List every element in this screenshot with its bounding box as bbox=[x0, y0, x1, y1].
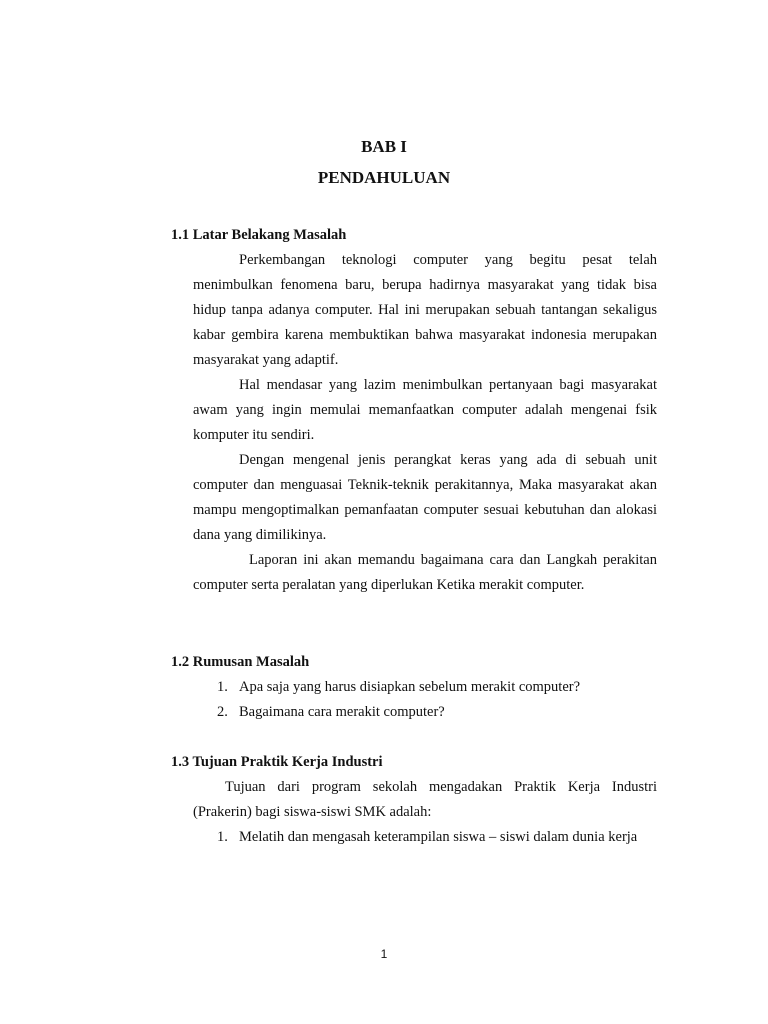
list-item-text: Apa saja yang harus disiapkan sebelum merakit computer? bbox=[239, 679, 581, 695]
list-item-number: 2. bbox=[217, 704, 228, 720]
section-heading-1-1: 1.1 Latar Belakang Masalah bbox=[171, 227, 347, 243]
list-item bbox=[193, 700, 657, 725]
list-item bbox=[193, 675, 657, 700]
section-heading-1-3: 1.3 Tujuan Praktik Kerja Industri bbox=[171, 754, 383, 770]
paragraph: Hal mendasar yang lazim menimbulkan pertanyaan bagi masyarakat awam yang ingin memulai memanfaatkan computer adalah mengenai fsik komputer itu sendiri. bbox=[193, 377, 657, 443]
list-item bbox=[193, 825, 657, 850]
section-heading-1-2: 1.2 Rumusan Masalah bbox=[171, 654, 310, 670]
paragraph: Dengan mengenal jenis perangkat keras yang ada di sebuah unit computer dan menguasai Teknik-teknik perakitannya, Maka masyarakat akan mampu mengoptimalkan pemanfaatan computer sesuai kebutuhan dan alokasi dana yang dimilikinya. bbox=[193, 452, 657, 543]
list-item-number: 1. bbox=[217, 679, 228, 695]
paragraph: Perkembangan teknologi computer yang begitu pesat telah menimbulkan fenomena baru, berupa hadirnya masyarakat yang tidak bisa hidup tanpa adanya computer. Hal ini merupakan sebuah tantangan sekaligus kabar gembira karena membuktikan bahwa masyarakat indonesia merupakan masyarakat yang adaptif. bbox=[193, 252, 657, 368]
list-item-number: 1. bbox=[217, 829, 228, 845]
chapter-title: PENDAHULUAN bbox=[317, 168, 451, 187]
problem-list bbox=[193, 675, 657, 725]
list-item-text: Bagaimana cara merakit computer? bbox=[239, 704, 445, 720]
objective-list bbox=[193, 825, 657, 850]
list-item-text: Melatih dan mengasah keterampilan siswa – siswi dalam dunia kerja bbox=[239, 829, 638, 845]
chapter-number: BAB I bbox=[361, 137, 407, 156]
paragraph: Laporan ini akan memandu bagaimana cara dan Langkah perakitan computer serta peralatan yang diperlukan Ketika merakit computer. bbox=[193, 552, 657, 593]
page-number: 1 bbox=[380, 947, 388, 961]
paragraph: Tujuan dari program sekolah mengadakan Praktik Kerja Industri (Prakerin) bagi siswa-siswi SMK adalah: bbox=[193, 779, 657, 820]
